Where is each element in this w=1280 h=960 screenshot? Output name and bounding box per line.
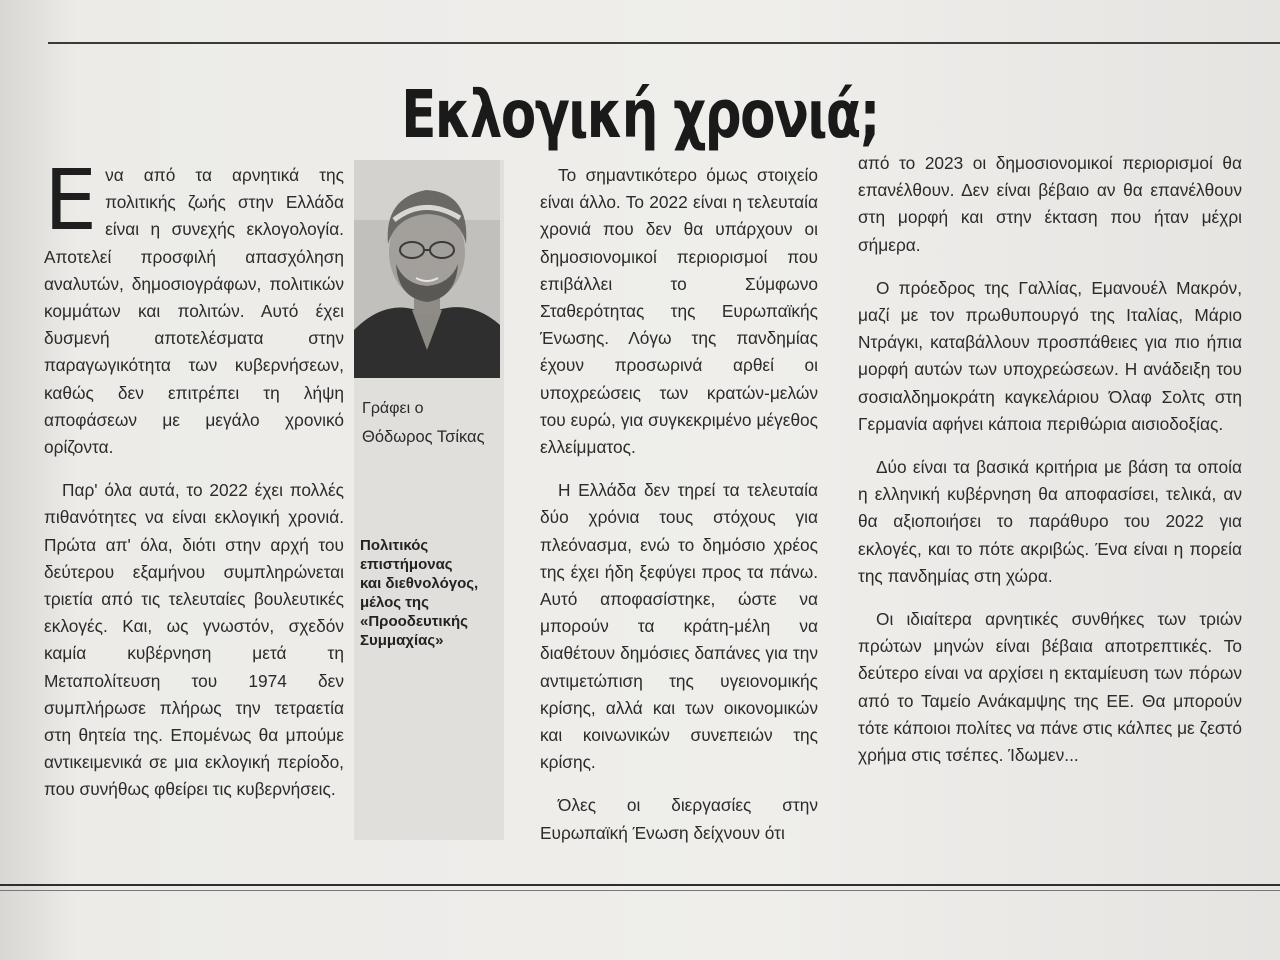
paragraph: Η Ελλάδα δεν τηρεί τα τελευταία δύο χρόνια τους στόχους για πλεόνασμα, ενώ το δημόσιο χρέος της έχει ήδη ξεφύγει προς τα πάνω. Αυτό αποφασίστηκε, ώστε να μπορούν τα κράτη-μέλη να διαθέτουν δημόσιες δαπάνες για την αντιμετώπιση της υγειονομικής κρίσης, αλλά και των οικονομικών και κοινωνικών συνεπειών της κρίσης.	[540, 480, 818, 773]
drop-cap: Ε	[44, 151, 98, 249]
byline-prefix: Γράφει ο	[362, 400, 424, 417]
author-bio	[360, 536, 500, 650]
paragraph: Δύο είναι τα βασικά κριτήρια με βάση τα οποία η ελληνική κυβέρνηση θα αποφασίσει, τελικά, αν θα αξιοποιήσει το παράθυρο του 2022 για εκλογές, και το πότε ακριβώς. Ένα είναι η πορεία της πανδημίας στη χώρα.	[858, 457, 1242, 586]
paragraph: Παρ' όλα αυτά, το 2022 έχει πολλές πιθανότητες να είναι εκλογική χρονιά. Πρώτα απ' όλα, διότι στην αρχή του δεύτερου εξαμήνου συμπληρώνεται τριετία από τις τελευταίες βουλευτικές εκλογές. Και, ως γνωστόν, σχεδόν καμία κυβέρνηση μετά τη Μεταπολίτευση του 1974 δεν συμπλήρωσε πλήρως την τετραετία στη θητεία της. Επομένως θα μπούμε αντικειμενικά σε μια εκλογική περίοδο, που συνήθως φθείρει τις κυβερνήσεις.	[44, 480, 344, 800]
bio-line: Πολιτικός	[360, 537, 429, 554]
headline: Εκλογική χρονιά;	[401, 76, 879, 153]
bio-line: «Προοδευτικής	[360, 613, 468, 630]
bio-line: Συμμαχίας»	[360, 632, 444, 649]
author-photo	[354, 160, 500, 378]
bio-line: και διεθνολόγος,	[360, 575, 479, 592]
bottom-rule-thin	[0, 890, 1280, 891]
top-rule	[48, 42, 1280, 44]
paragraph-text: να από τα αρνητικά της πολιτικής ζωής στην Ελλάδα είναι η συνεχής εκλογολογία. Αποτελεί προσφιλή απασχόληση αναλυτών, δημοσιογράφων, πολιτικών κομμάτων και πολιτών. Αυτό έχει δυσμενή αποτελέσματα στην παραγωγικότητα των κυβερνήσεων, καθώς δεν επιτρέπει τη λήψη αποφάσεων με μεγάλο χρονικό ορίζοντα.	[44, 165, 344, 458]
paragraph: από το 2023 οι δημοσιονομικοί περιορισμοί θα επανέλθουν. Δεν είναι βέβαιο αν θα επανέλθουν στη μορφή και στην έκταση που ήταν μέχρι σήμερα.	[858, 153, 1242, 255]
paragraph: Ο πρόεδρος της Γαλλίας, Εμανουέλ Μακρόν, μαζί με τον πρωθυπουργό της Ιταλίας, Μάριο Ντράγκι, καταβάλλουν προσπάθειες για πιο ήπια μορφή αυτών των υποχρεώσεων. Η ανάδειξη του σοσιαλδημοκράτη καγκελάριου Όλαφ Σολτς στη Γερμανία αφήνει κάποια περιθώρια αισιοδοξίας.	[858, 277, 1242, 434]
paragraph: Όλες οι διεργασίες στην Ευρωπαϊκή Ένωση δείχνουν ότι	[540, 795, 818, 843]
bio-line: επιστήμονας	[360, 556, 453, 573]
article-column-1	[44, 151, 344, 820]
bottom-rule	[0, 884, 1280, 886]
paragraph: Οι ιδιαίτερα αρνητικές συνθήκες των τριών πρώτων μηνών είναι βέβαια αποτρεπτικές. Το δεύτερο είναι να αρχίσει η εκταμίευση των πόρων από το Ταμείο Ανάκαμψης της ΕΕ. Θα μπορούν τότε κάποιοι πολίτες να πάνε στις κάλπες με ζεστό χρήμα στις τσέπες. Ίδωμεν...	[858, 609, 1242, 766]
lead-paragraph	[44, 151, 344, 461]
article-column-4	[858, 150, 1242, 785]
article-column-3	[540, 162, 818, 863]
author-name: Θόδωρος Τσίκας	[362, 428, 485, 446]
bio-line: μέλος της	[360, 594, 429, 611]
paragraph: Το σημαντικότερο όμως στοιχείο είναι άλλο. Το 2022 είναι η τελευταία χρονιά που δεν θα υπάρχουν οι δημοσιονομικοί περιορισμοί που επιβάλλει το Σύμφωνο Σταθερότητας της Ευρωπαϊκής Ένωσης. Λόγω της πανδημίας έχουν προσωρινά αρθεί οι υποχρεώσεις των κρατών-μελών του ευρώ, για συγκεκριμένο μέγεθος ελλείμματος.	[540, 165, 818, 458]
